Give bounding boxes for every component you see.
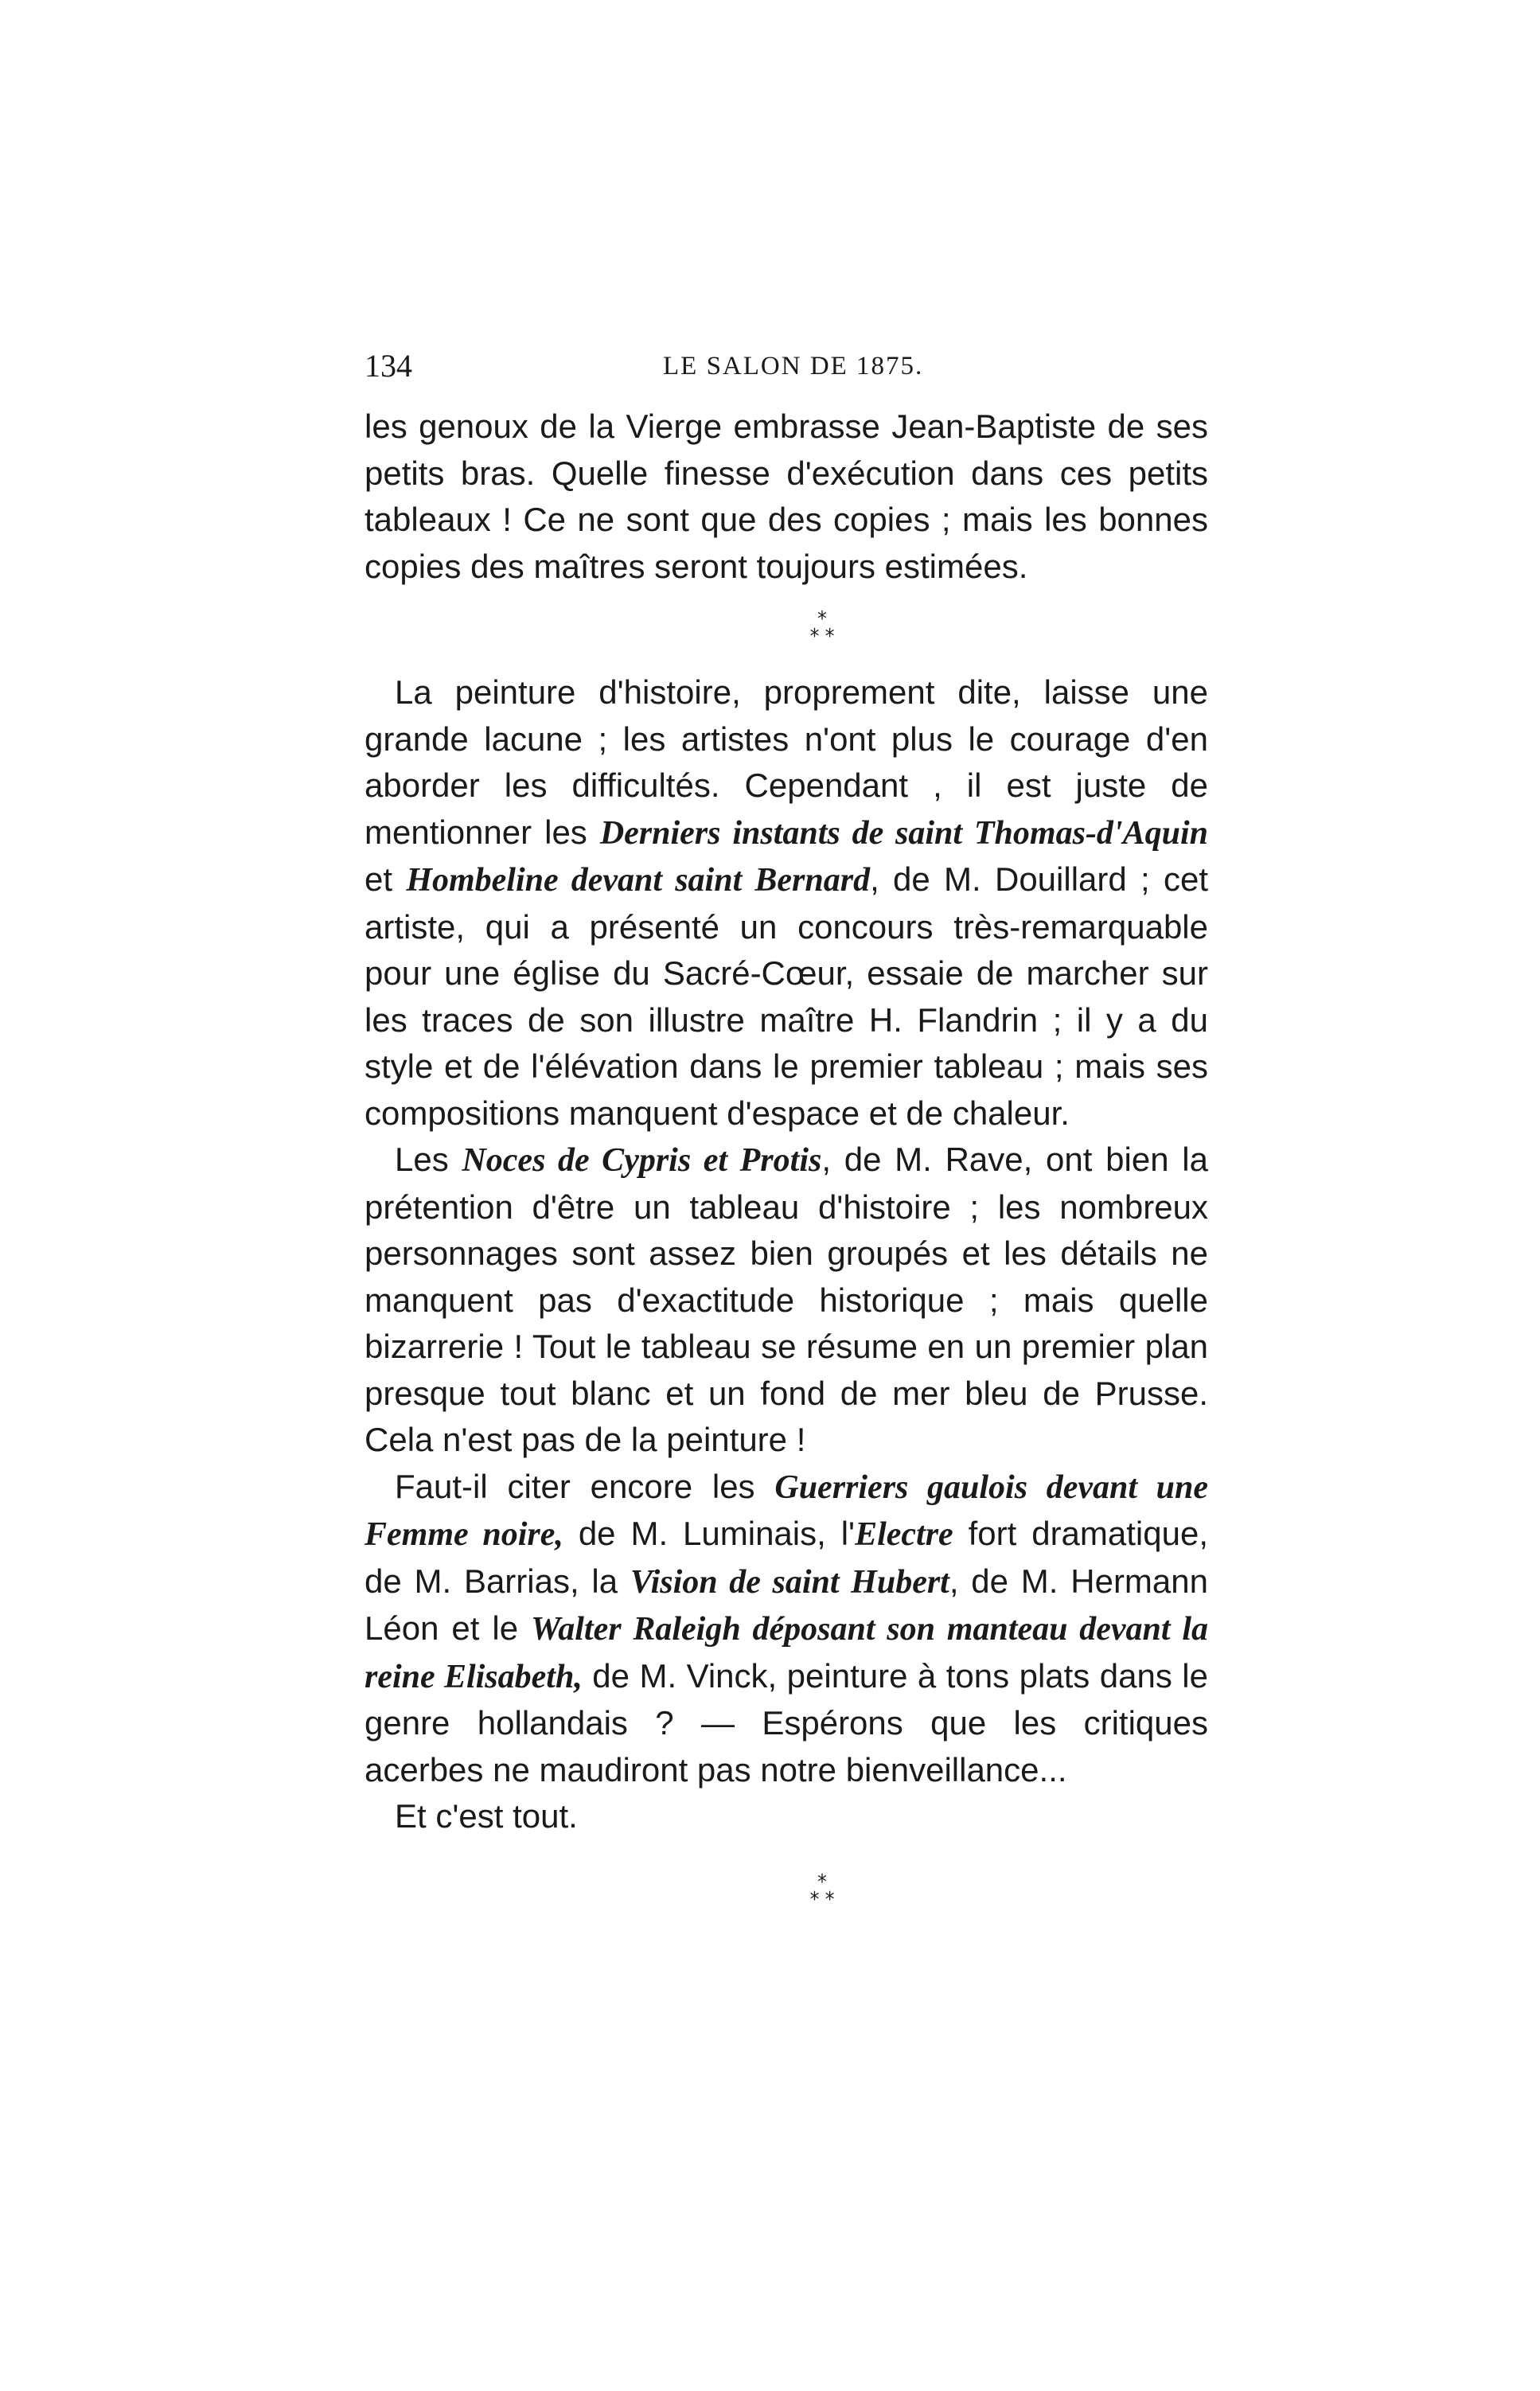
text-run: de M. Luminais, l': [563, 1515, 856, 1552]
paragraph-history-painting: [365, 669, 1208, 1137]
artwork-title: Noces de Cypris et Protis: [462, 1142, 822, 1179]
text-run: , de M. Rave, ont bien la prétention d'être un tableau d'histoire ; les nombreux personnages sont assez bien groupés et les détails ne manquent pas d'exactitude historique ; mais quelle bizarrerie ! Tout le tableau se résume en un premier plan presque tout blanc et un fond de mer bleu de Prusse. Cela n'est pas de la peinture !: [365, 1141, 1208, 1458]
text-run: La peinture d'histoire, proprement dite, laisse une grande lacune ; les artistes n'ont plus le courage d'en aborder les difficultés. Cependant , il est juste de mentionner les: [365, 673, 1208, 851]
artwork-title: Electre: [855, 1516, 953, 1553]
artwork-title: Guerriers gaulois devant une Femme noire,: [365, 1469, 1208, 1553]
body-text: [365, 404, 1209, 1912]
artwork-title: Vision de saint Hubert: [630, 1563, 949, 1601]
artwork-title: Walter Raleigh déposant son manteau devant la reine Elisabeth,: [365, 1611, 1208, 1695]
asterism-bottom-stars: * *: [809, 1887, 835, 1912]
asterism-divider-end: [365, 1840, 1208, 1912]
asterism-top-star: *: [817, 607, 827, 631]
running-head: [365, 347, 1216, 395]
text-run: et: [365, 860, 407, 898]
paragraph-closing: Et c'est tout.: [395, 1797, 578, 1835]
asterism-bottom-stars: * *: [809, 625, 835, 649]
text-run: Faut-il citer encore les: [395, 1467, 775, 1505]
paragraph-continuation: les genoux de la Vierge embrasse Jean-Baptiste de ses petits bras. Quelle finesse d'exécution dans ces petits tableaux ! Ce ne sont que des copies ; mais les bonnes copies des maîtres seront toujours estimées.: [365, 408, 1208, 585]
paragraph-noces: [365, 1137, 1208, 1464]
page-number: 134: [365, 348, 412, 384]
artwork-title: Derniers instants de saint Thomas-d'Aquin: [599, 814, 1208, 852]
text-run: , de M. Hermann Léon et le: [365, 1562, 1208, 1647]
text-run: , de M. Douillard ; cet artiste, qui a présenté un concours très-remarquable pour une église du Sacré-Cœur, essaie de marcher sur les traces de son illustre maître H. Flandrin ; il y a du style et de l'élévation dans le premier tableau ; mais ses compositions manquent d'espace et de chaleur.: [365, 860, 1209, 1132]
text-run: Les: [395, 1141, 462, 1178]
running-title: LE SALON DE 1875.: [663, 352, 924, 380]
paragraph-other-works: [365, 1464, 1208, 1794]
asterism-top-star: *: [817, 1870, 827, 1894]
text-run: fort dramatique, de M. Barrias, la: [365, 1515, 1208, 1600]
artwork-title: Hombeline devant saint Bernard: [406, 862, 871, 899]
text-run: de M. Vinck, peinture à tons plats dans le genre hollandais ? — Espérons que les critiques acerbes ne maudiront pas notre bienveillance...: [365, 1656, 1208, 1788]
asterism-divider: [365, 590, 1208, 669]
